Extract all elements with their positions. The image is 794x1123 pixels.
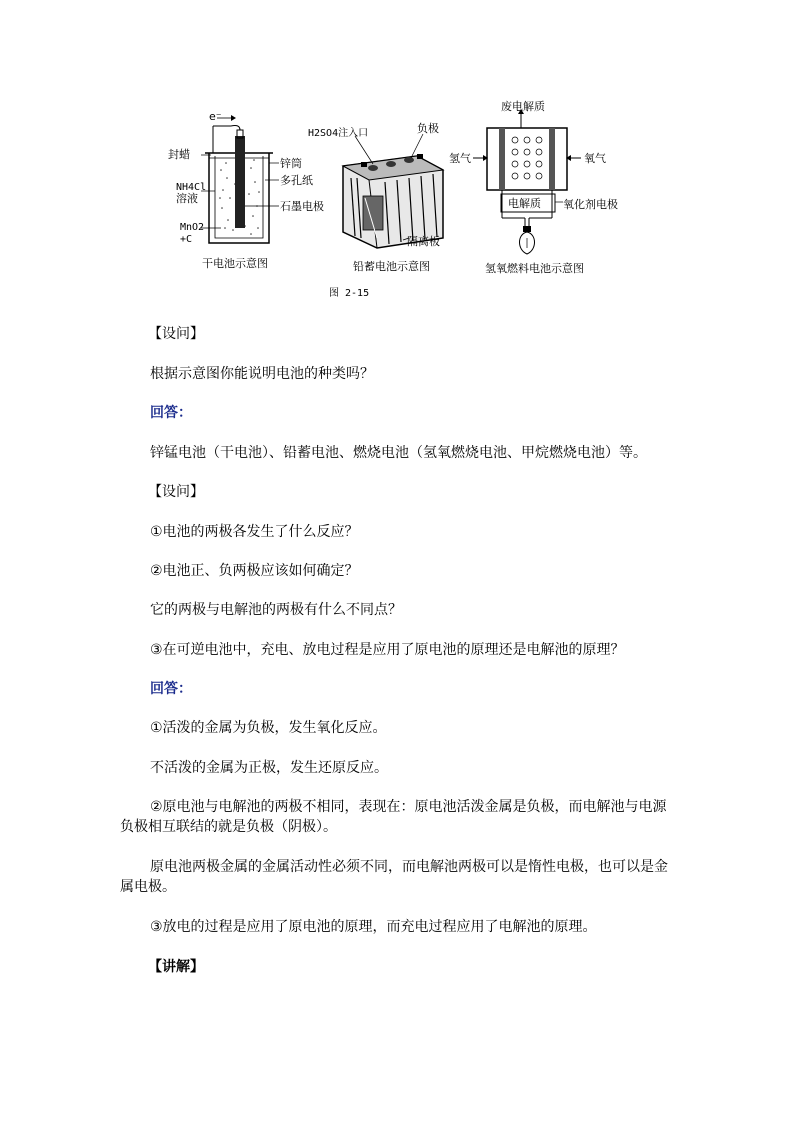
q2-item-4: ③在可逆电池中，充电、放电过程是应用了原电池的原理还是电解池的原理？ xyxy=(150,642,625,658)
dry-cell-diagram xyxy=(168,110,324,270)
dry-cell-title: 干电池示意图 xyxy=(202,257,268,270)
a2-item-2: 不活泼的金属为正极，发生还原反应。 xyxy=(150,760,388,776)
waste-electrolyte-label: 废电解质 xyxy=(501,100,545,113)
q2-item-3: 它的两极与电解池的两极有什么不同点？ xyxy=(150,602,402,618)
q1-heading: 【设问】 xyxy=(148,326,204,342)
graphite-label: 石墨电极 xyxy=(280,200,324,213)
separator-label: 隔离板 xyxy=(407,235,440,248)
a1-heading: 回答： xyxy=(150,405,192,421)
plus-c-label: +C xyxy=(180,234,193,245)
electrolyte-label: 电解质 xyxy=(508,197,541,210)
a2-item-3: ②原电池与电解池的两极不相同，表现在：原电池活泼金属是负极，而电解池与电源负极相互联结的就是负极（阴极）。 xyxy=(120,799,667,835)
nh4cl-label: NH4Cl xyxy=(176,182,207,193)
figure-caption: 图 2-15 xyxy=(329,288,370,299)
oxygen-label: 氧气 xyxy=(584,152,606,165)
a2-heading: 回答： xyxy=(150,681,192,697)
fuel-cell-title: 氢氧燃料电池示意图 xyxy=(485,262,584,275)
q2-heading: 【设问】 xyxy=(148,484,204,500)
q2-item-2: ②电池正、负两极应该如何确定？ xyxy=(150,563,359,579)
electron-label: e⁻ xyxy=(209,110,222,123)
porous-paper-label: 多孔纸 xyxy=(280,174,313,187)
mno2-label: MnO2 xyxy=(180,222,205,233)
lead-battery-title: 铅蓄电池示意图 xyxy=(353,260,430,273)
lead-battery-diagram xyxy=(308,121,443,273)
a2-item-1: ①活泼的金属为负极，发生氧化反应。 xyxy=(150,720,387,736)
fuel-cell-diagram xyxy=(449,99,618,275)
lecture-heading: 【讲解】 xyxy=(148,959,204,975)
seal-label: 封蜡 xyxy=(168,148,190,161)
solution-label: 溶液 xyxy=(176,192,198,205)
battery-figure xyxy=(165,98,635,303)
oxidant-electrode-label: 氧化剂电极 xyxy=(563,198,618,211)
a2-item-5: ③放电的过程是应用了原电池的原理，而充电过程应用了电解池的原理。 xyxy=(150,919,597,935)
q1-text: 根据示意图你能说明电池的种类吗？ xyxy=(150,366,374,382)
zinc-can-label: 锌筒 xyxy=(280,157,302,170)
a2-item-4: 原电池两极金属的金属活动性必须不同，而电解池两极可以是惰性电极，也可以是金属电极。 xyxy=(120,859,668,895)
q2-item-1: ①电池的两极各发生了什么反应？ xyxy=(150,524,359,540)
negative-label: 负极 xyxy=(417,122,439,135)
h2so4-inlet-label: H2SO4注入口 xyxy=(308,128,369,139)
a1-text: 锌锰电池（干电池）、铅蓄电池、燃烧电池（氢氧燃烧电池、甲烷燃烧电池）等。 xyxy=(150,445,647,461)
hydrogen-label: 氢气 xyxy=(449,152,471,165)
